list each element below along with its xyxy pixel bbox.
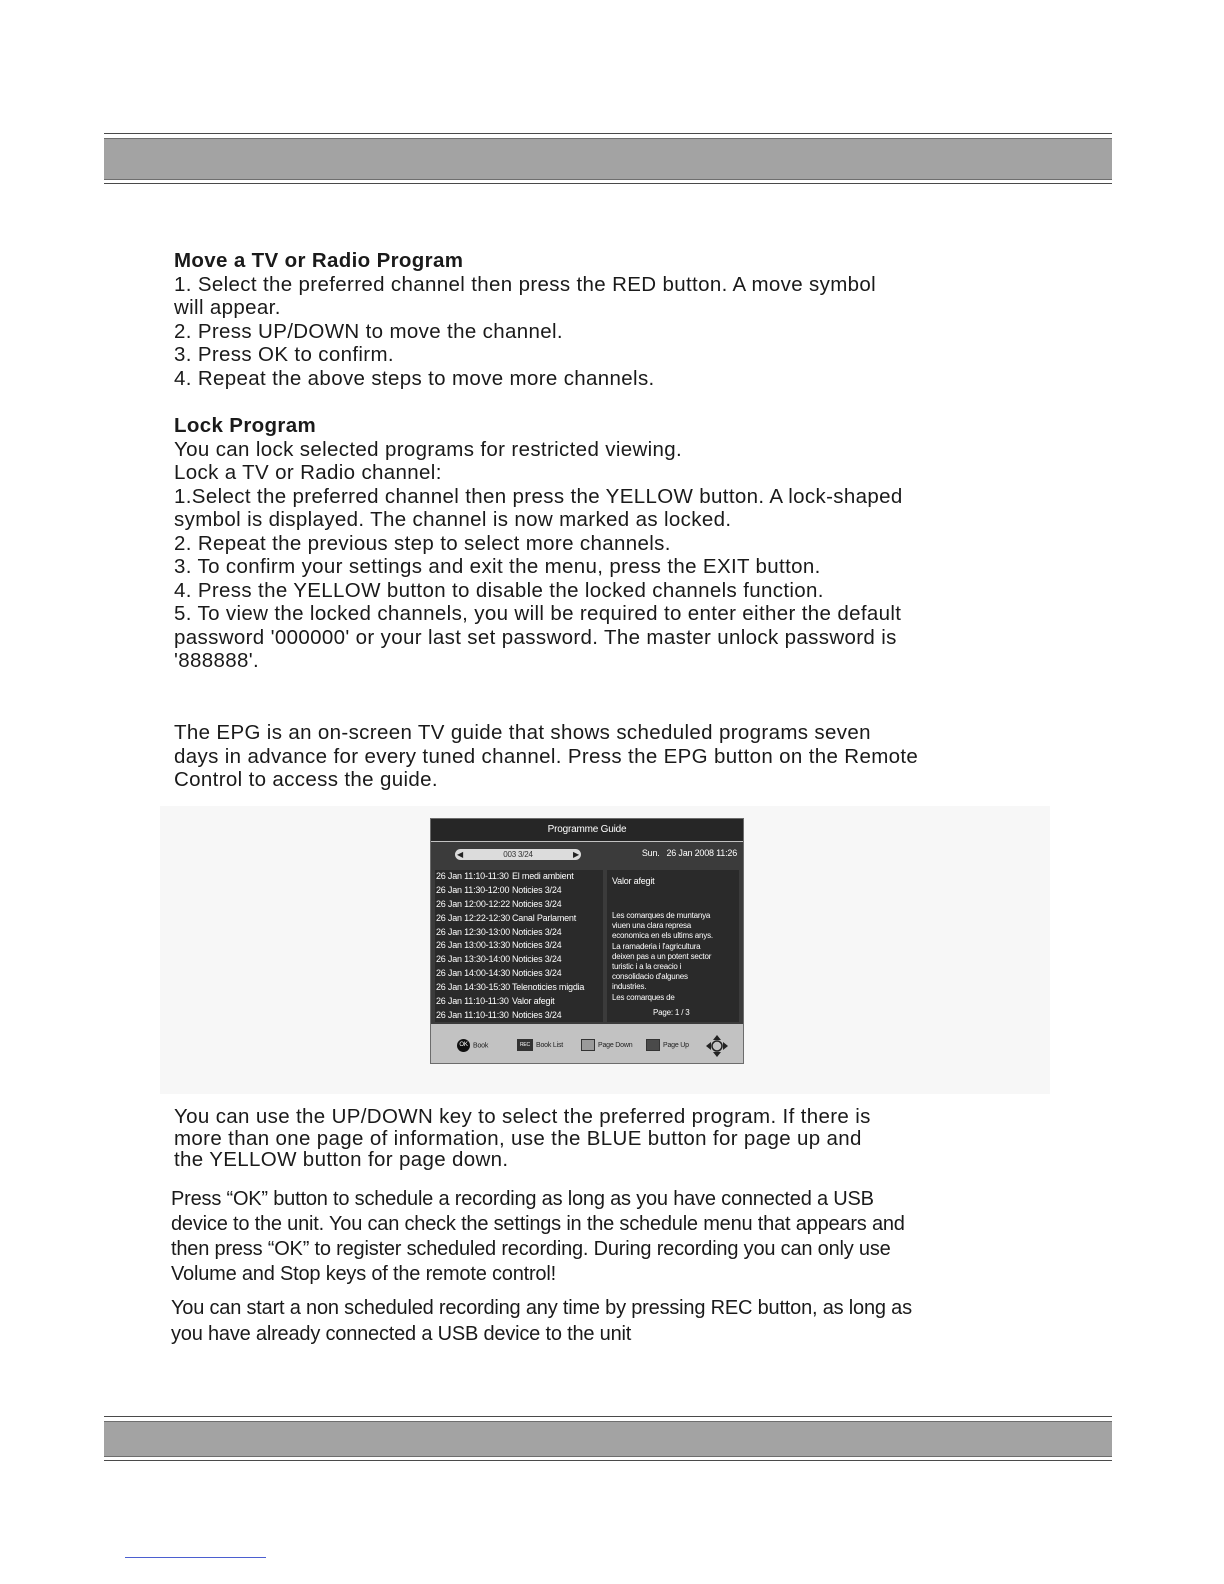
- move-program-heading: Move a TV or Radio Program: [174, 249, 464, 272]
- lock-line: 5. To view the locked channels, you will be required to enter either the default: [174, 602, 902, 625]
- epg-schedule-list: [435, 870, 603, 1022]
- lock-line: 3. To confirm your settings and exit the menu, press the EXIT button.: [174, 555, 821, 578]
- epg-row-program: Noticies 3/24: [512, 940, 562, 951]
- epg-datetime: [642, 848, 737, 858]
- epg-schedule-row[interactable]: [435, 981, 603, 995]
- epg-row-time: 26 Jan 12:22-12:30: [436, 912, 510, 923]
- updown-section: [174, 1106, 871, 1171]
- epg-row-program: Noticies 3/24: [512, 968, 562, 979]
- epg-intro-line: Control to access the guide.: [174, 768, 438, 791]
- epg-schedule-row[interactable]: [435, 926, 603, 940]
- page-up-label: Page Up: [663, 1042, 689, 1049]
- page-underline-mark: [125, 1557, 266, 1558]
- epg-row-program: Noticies 3/24: [512, 898, 562, 909]
- epg-detail-line: Les comarques de: [612, 992, 675, 1002]
- epg-schedule-row[interactable]: [435, 884, 603, 898]
- epg-footer: [431, 1029, 743, 1063]
- footer-bottom-rule: [104, 1460, 1112, 1461]
- ok-key-icon: OK: [457, 1039, 470, 1052]
- header-top-rule: [104, 133, 1112, 134]
- lock-line: '888888'.: [174, 649, 260, 672]
- header-bar: [104, 138, 1112, 180]
- epg-book-list-hint: [517, 1039, 563, 1053]
- epg-detail-line: Les comarques de muntanya: [612, 911, 711, 920]
- epg-main-panel: [431, 842, 743, 1024]
- lock-line: Lock a TV or Radio channel:: [174, 461, 442, 484]
- epg-schedule-row[interactable]: [435, 939, 603, 953]
- epg-row-time: 26 Jan 13:00-13:30: [436, 940, 510, 951]
- epg-row-program: Canal Parlament: [512, 912, 577, 923]
- schedule-line: device to the unit. You can check the settings in the schedule menu that appears and: [171, 1213, 905, 1235]
- epg-detail-line: deixen pas a un potent sector: [612, 951, 712, 961]
- lock-program-heading: Lock Program: [174, 414, 317, 437]
- epg-row-time: 26 Jan 11:10-11:30: [436, 871, 509, 881]
- epg-schedule-row[interactable]: [435, 898, 603, 912]
- lock-line: 2. Repeat the previous step to select more channels.: [174, 531, 671, 555]
- page-down-label: Page Down: [598, 1042, 633, 1049]
- epg-row-program: Noticies 3/24: [512, 954, 562, 965]
- epg-detail-body: [612, 911, 713, 1003]
- epg-title: Programme Guide: [431, 819, 743, 841]
- arrow-left-icon: ◀: [457, 850, 463, 859]
- move-line: will appear.: [174, 296, 281, 319]
- move-line: 1. Select the preferred channel then press the RED button. A move symbol: [174, 272, 877, 296]
- lock-line: symbol is displayed. The channel is now marked as locked.: [174, 508, 732, 531]
- move-line: 4. Repeat the above steps to move more channels.: [174, 366, 655, 390]
- epg-intro-line: days in advance for every tuned channel. Press the EPG button on the Remote: [174, 744, 919, 768]
- epg-schedule-row[interactable]: [435, 870, 603, 884]
- epg-row-time: 26 Jan 13:30-14:00: [436, 954, 510, 965]
- epg-row-time: 26 Jan 12:30-13:00: [436, 926, 510, 937]
- epg-day: Sun.: [641, 848, 660, 858]
- epg-detail-line: turistic i a la creacio i: [612, 962, 682, 972]
- epg-page-up-hint: [646, 1039, 689, 1053]
- rec-key-icon: REC: [517, 1039, 533, 1051]
- page-up-key-icon: [646, 1039, 660, 1051]
- epg-intro-section: [174, 721, 918, 792]
- move-line: 2. Press UP/DOWN to move the channel.: [174, 319, 563, 343]
- footer-band: [104, 1416, 1112, 1461]
- epg-detail-panel: [607, 870, 739, 1022]
- lock-program-section: [174, 414, 903, 673]
- move-line: 3. Press OK to confirm.: [174, 343, 394, 366]
- lock-line: You can lock selected programs for restricted viewing.: [174, 437, 683, 461]
- schedule-line: Volume and Stop keys of the remote control!: [171, 1263, 556, 1285]
- epg-detail-line: consolidacio d'algunes: [612, 972, 688, 982]
- epg-row-time: 26 Jan 11:10-11:30: [436, 1009, 509, 1020]
- lock-line: 4. Press the YELLOW button to disable the locked channels function.: [174, 578, 824, 602]
- epg-intro-line: The EPG is an on-screen TV guide that shows scheduled programs seven: [174, 721, 871, 744]
- navigation-pad-icon: [705, 1034, 729, 1058]
- schedule-line: then press “OK” to register scheduled recording. During recording you can only use: [171, 1238, 891, 1260]
- epg-row-program: Valor afegit: [512, 996, 555, 1007]
- arrow-right-icon: ▶: [573, 850, 579, 859]
- epg-row-program: Noticies 3/24: [512, 926, 562, 937]
- epg-row-program: Noticies 3/24: [512, 1009, 562, 1020]
- schedule-line: Press “OK” button to schedule a recording as long as you have connected a USB: [171, 1188, 874, 1210]
- epg-row-program: Noticies 3/24: [512, 884, 562, 895]
- footer-top-rule: [104, 1416, 1112, 1417]
- updown-line: You can use the UP/DOWN key to select the preferred program. If there is: [174, 1105, 871, 1128]
- lock-line: 1.Select the preferred channel then press the YELLOW button. A lock-shaped: [174, 484, 903, 508]
- updown-line: the YELLOW button for page down.: [174, 1148, 509, 1171]
- rec-line: You can start a non scheduled recording any time by pressing REC button, as long as: [171, 1297, 912, 1319]
- epg-channel-selector: [455, 849, 581, 860]
- epg-detail-line: viuen una clara represa: [612, 921, 692, 931]
- header-bottom-rule: [104, 183, 1112, 184]
- epg-schedule-row[interactable]: [435, 953, 603, 967]
- epg-detail-line: La ramaderia i l'agricultura: [612, 941, 701, 951]
- epg-row-time: 26 Jan 12:00-12:22: [436, 898, 510, 909]
- epg-detail-line: industries.: [612, 982, 647, 992]
- epg-schedule-row[interactable]: [435, 1009, 603, 1023]
- epg-row-time: 26 Jan 11:30-12:00: [436, 884, 510, 895]
- page-down-key-icon: [581, 1039, 595, 1051]
- footer-bar: [104, 1421, 1112, 1457]
- epg-detail-title: Valor afegit: [612, 876, 655, 886]
- epg-channel-name: 003 3/24: [503, 850, 533, 859]
- rec-line: you have already connected a USB device to the unit: [171, 1323, 632, 1345]
- epg-row-program: Telenoticies migdia: [512, 982, 585, 993]
- book-list-label: Book List: [536, 1042, 563, 1049]
- epg-screenshot: [430, 818, 744, 1064]
- epg-schedule-row[interactable]: [435, 912, 603, 926]
- epg-row-time: 26 Jan 11:10-11:30: [436, 996, 509, 1007]
- epg-book-hint: [457, 1039, 488, 1053]
- epg-row-time: 26 Jan 14:00-14:30: [436, 968, 510, 979]
- epg-schedule-row[interactable]: [435, 995, 603, 1009]
- book-label: Book: [473, 1042, 489, 1050]
- epg-row-program: El medi ambient: [512, 871, 574, 881]
- epg-date: 26 Jan 2008 11:26: [666, 848, 737, 858]
- epg-schedule-row[interactable]: [435, 967, 603, 981]
- rec-section: [171, 1295, 912, 1347]
- epg-page-indicator: Page: 1 / 3: [653, 1008, 690, 1017]
- lock-line: password '000000' or your last set password. The master unlock password is: [174, 625, 897, 649]
- schedule-recording-section: [171, 1187, 905, 1287]
- epg-detail-line: economica en els ultims anys.: [612, 931, 713, 941]
- epg-page-down-hint: [581, 1039, 632, 1053]
- epg-row-time: 26 Jan 14:30-15:30: [436, 982, 510, 993]
- header-band: [104, 133, 1112, 184]
- move-program-section: [174, 249, 876, 390]
- updown-line: more than one page of information, use the BLUE button for page up and: [174, 1126, 862, 1150]
